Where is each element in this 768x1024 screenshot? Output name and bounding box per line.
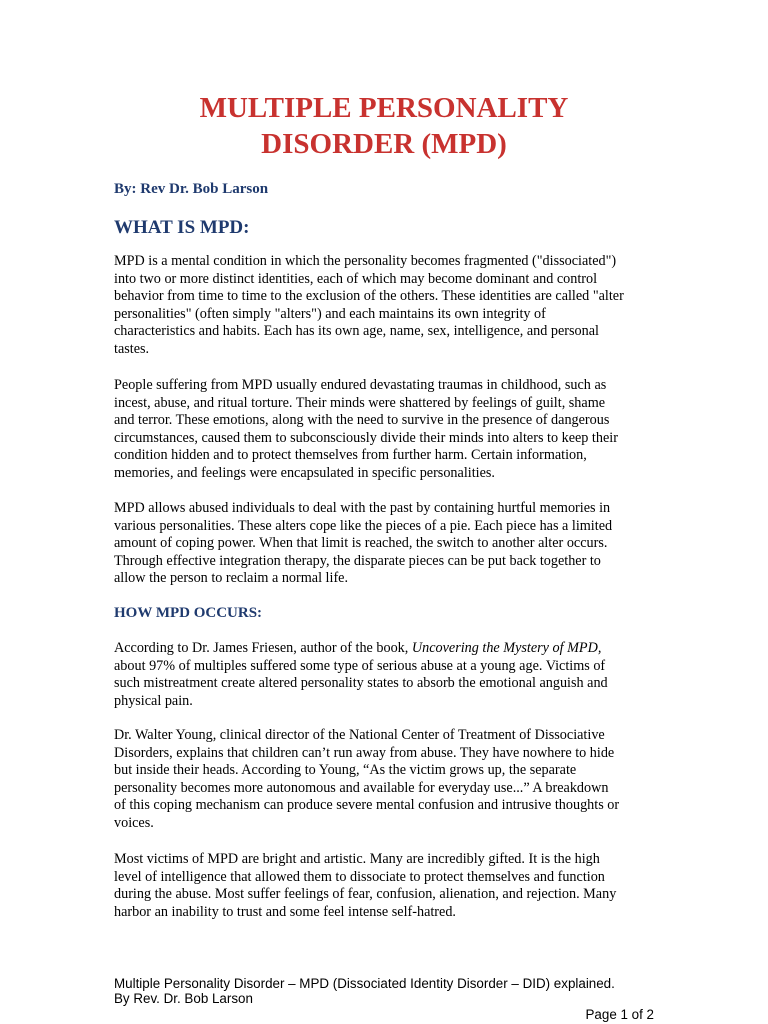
section-heading-what-is-mpd: WHAT IS MPD:	[114, 217, 250, 238]
page-number: Page 1 of 2	[585, 1007, 654, 1022]
friesen-text-start: According to Dr. James Friesen, author of the book,	[114, 640, 412, 656]
footer-description: Multiple Personality Disorder – MPD (Dissociated Identity Disorder – DID) explained.	[114, 976, 615, 991]
title-line-1: MULTIPLE PERSONALITY	[199, 92, 569, 124]
footer-author: By Rev. Dr. Bob Larson	[114, 991, 253, 1006]
paragraph-trauma: People suffering from MPD usually endured devastating traumas in childhood, such as incest, abuse, and ritual torture. Their minds were shattered by feelings of guilt, shame and terror. These emotions, along with the need to survive in the presence of dangerous circumstances, caused them to subconsciously divide their minds into alters to keep their condition hidden and to protect themselves from further harm. Certain information, memories, and feelings were encapsulated in specific personalities.	[114, 377, 618, 481]
author-byline: By: Rev Dr. Bob Larson	[114, 181, 269, 197]
paragraph-victims: Most victims of MPD are bright and artistic. Many are incredibly gifted. It is the high level of intelligence that allowed them to dissociate to protect themselves and function during the abuse. Most suffer feelings of fear, confusion, alienation, and rejection. Many harbor an inability to trust and some feel intense self-hatred.	[114, 851, 617, 920]
book-title: Uncovering the Mystery of MPD,	[411, 640, 602, 656]
paragraph-definition: MPD is a mental condition in which the personality becomes fragmented ("dissociated") into two or more distinct identities, each of which may become dominant and control behavior from time to time to the exclusion of the others. These identities are called "alter personalities" (often simply "alters") and each maintains its own integrity of characteristics and habits. Each has its own age, name, sex, intelligence, and personal tastes.	[114, 253, 624, 357]
paragraph-friesen	[114, 640, 674, 710]
paragraph-young: Dr. Walter Young, clinical director of the National Center of Treatment of Dissociative Disorders, explains that children can’t run away from abuse. They have nowhere to hide but inside their heads. According to Young, “As the victim grows up, the separate personality becomes more autonomous and available for everyday use...” A breakdown of this coping mechanism can produce severe mental confusion and intrusive thoughts or voices.	[114, 727, 620, 831]
friesen-text-end: about 97% of multiples suffered some type of serious abuse at a young age. Victims of such mistreatment create altered personality states to absorb the emotional anguish and physical pain.	[114, 657, 608, 709]
title-line-2: DISORDER (MPD)	[261, 128, 507, 160]
document-title	[0, 90, 768, 162]
section-heading-how-mpd-occurs: HOW MPD OCCURS:	[114, 605, 263, 621]
paragraph-coping: MPD allows abused individuals to deal with the past by containing hurtful memories in various personalities. These alters cope like the pieces of a pie. Each piece has a limited amount of coping power. When that limit is reached, the switch to another alter occurs. Through effective integration therapy, the disparate pieces can be put back together to allow the person to reclaim a normal life.	[114, 500, 613, 587]
